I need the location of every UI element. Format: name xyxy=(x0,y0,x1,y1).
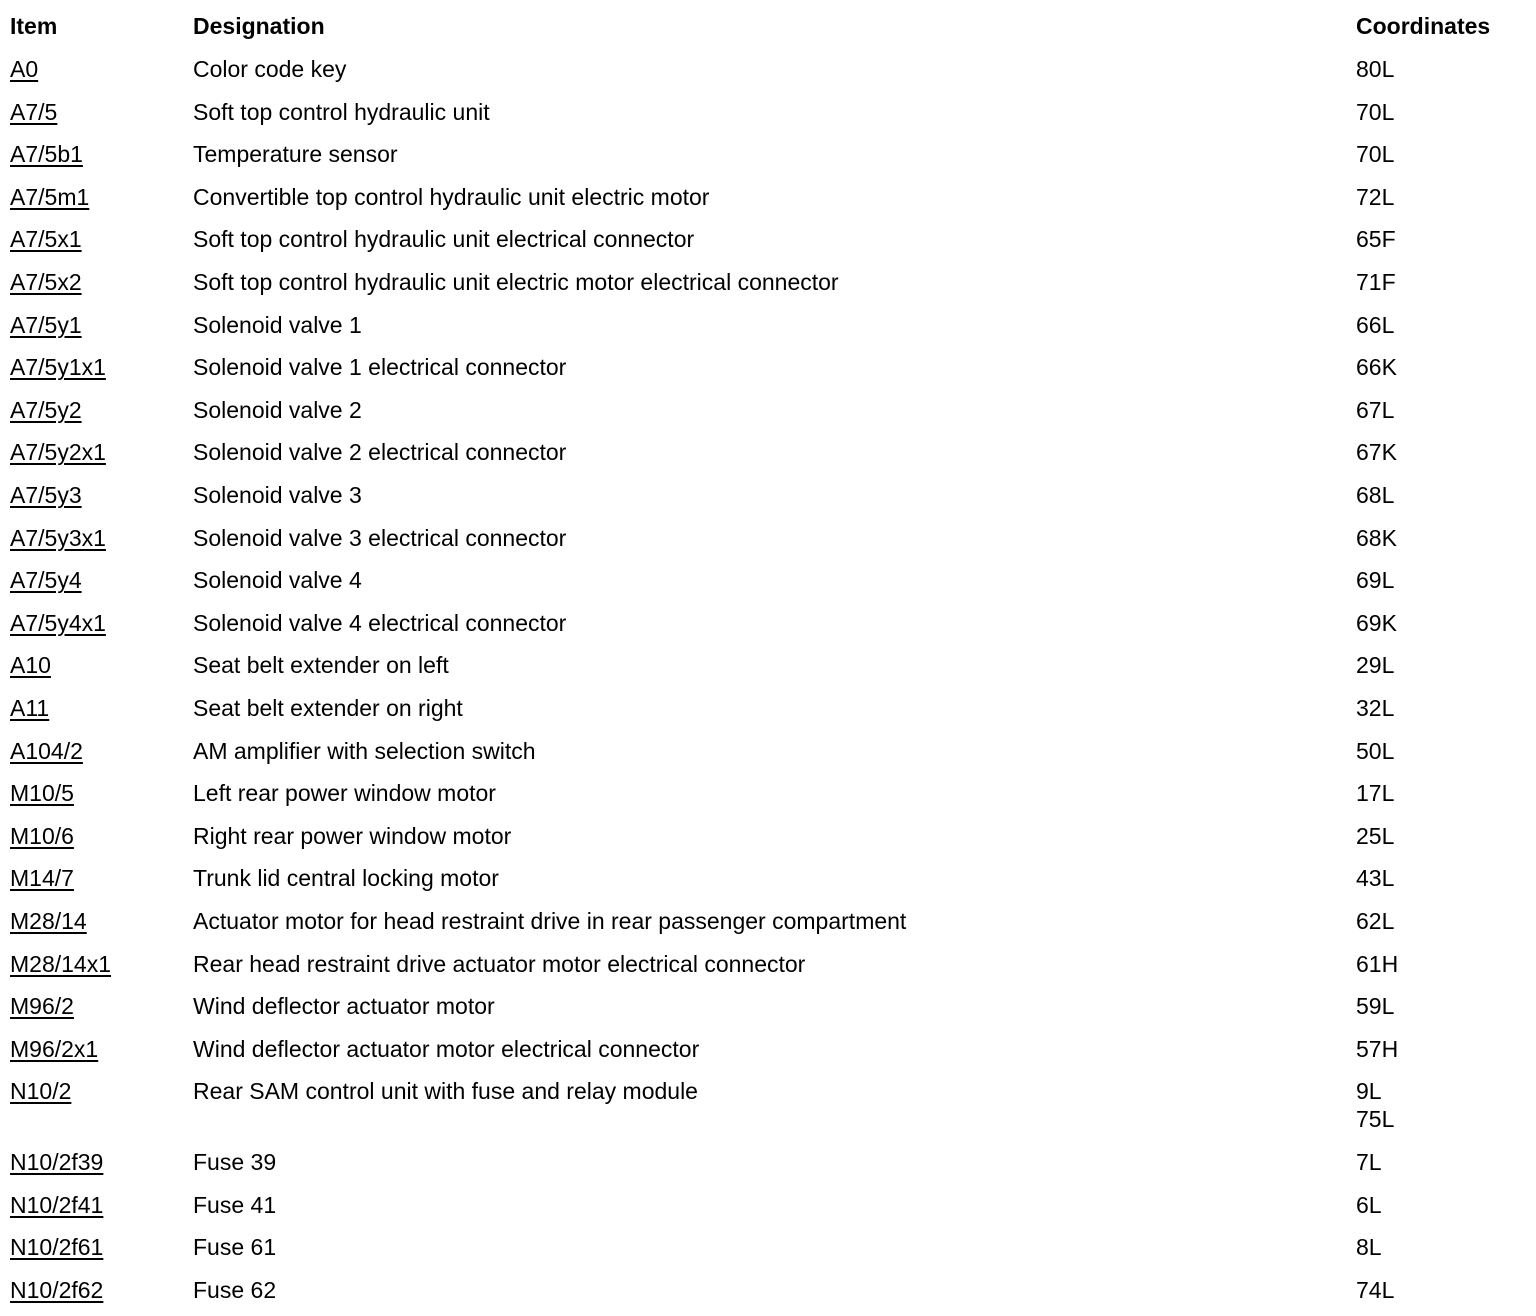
item-link[interactable]: A7/5y3x1 xyxy=(10,524,106,551)
item-cell xyxy=(10,907,87,935)
item-cell xyxy=(10,438,106,466)
item-cell xyxy=(10,737,83,765)
coordinates-cell xyxy=(1356,183,1394,211)
table-row xyxy=(0,1233,1536,1273)
table-row xyxy=(0,140,1536,180)
item-link[interactable]: M96/2x1 xyxy=(10,1035,99,1062)
item-link[interactable]: M10/5 xyxy=(10,780,74,807)
table-row xyxy=(0,1077,1536,1133)
coordinates-cell xyxy=(1356,268,1396,296)
table-row xyxy=(0,950,1536,990)
item-link[interactable]: M28/14x1 xyxy=(10,950,112,977)
coordinates-cell xyxy=(1356,822,1394,850)
coordinate-value: 9L xyxy=(1356,1078,1382,1105)
designation-cell: Solenoid valve 1 electrical connector xyxy=(193,354,567,381)
item-cell xyxy=(10,225,82,253)
item-cell xyxy=(10,1148,103,1176)
coordinate-value: 75L xyxy=(1356,1106,1395,1133)
coordinate-value: 50L xyxy=(1356,737,1395,764)
coordinates-cell xyxy=(1356,950,1398,978)
designation-cell: Solenoid valve 3 electrical connector xyxy=(193,524,567,551)
item-link[interactable]: N10/2f61 xyxy=(10,1234,104,1261)
coordinates-cell xyxy=(1356,737,1394,765)
coordinate-value: 61H xyxy=(1356,950,1399,977)
table-row xyxy=(0,609,1536,649)
coordinate-value: 25L xyxy=(1356,822,1395,849)
coordinate-value: 32L xyxy=(1356,695,1395,721)
item-cell xyxy=(10,183,89,211)
coordinate-value: 17L xyxy=(1356,780,1395,807)
table-row xyxy=(0,98,1536,138)
coordinates-cell xyxy=(1356,566,1394,594)
item-cell xyxy=(10,481,82,509)
designation-cell: Solenoid valve 4 electrical connector xyxy=(193,609,567,636)
coordinates-cell xyxy=(1356,396,1394,424)
item-cell xyxy=(10,950,111,978)
coordinates-cell xyxy=(1356,1077,1394,1133)
item-link[interactable]: A7/5b1 xyxy=(10,141,83,168)
coordinate-value: 80L xyxy=(1356,56,1395,82)
item-cell xyxy=(10,1035,98,1063)
designation-cell: Soft top control hydraulic unit electrical connector xyxy=(193,226,695,253)
item-link[interactable]: N10/2f39 xyxy=(10,1149,104,1175)
item-cell xyxy=(10,864,74,892)
coordinate-value: 66K xyxy=(1356,354,1397,381)
coordinate-value: 70L xyxy=(1356,141,1395,168)
column-header-coordinates: Coordinates xyxy=(1356,13,1491,39)
coordinates-cell xyxy=(1356,992,1394,1020)
table-row xyxy=(0,55,1536,95)
item-link[interactable]: M96/2 xyxy=(10,993,74,1020)
coordinate-value: 70L xyxy=(1356,98,1395,125)
coordinates-cell xyxy=(1356,225,1396,253)
item-link[interactable]: N10/2f62 xyxy=(10,1276,104,1303)
coordinate-value: 29L xyxy=(1356,652,1395,679)
coordinates-cell xyxy=(1356,55,1394,83)
coordinates-cell xyxy=(1356,651,1394,679)
table-row xyxy=(0,524,1536,564)
table-row xyxy=(0,822,1536,862)
table-row xyxy=(0,183,1536,223)
table-row xyxy=(0,311,1536,351)
coordinate-value: 69K xyxy=(1356,609,1397,636)
designation-cell: AM amplifier with selection switch xyxy=(193,737,536,764)
coordinates-cell xyxy=(1356,438,1397,466)
item-link[interactable]: A7/5 xyxy=(10,98,58,125)
table-row xyxy=(0,864,1536,904)
designation-cell: Fuse 62 xyxy=(193,1276,277,1303)
item-link[interactable]: A7/5m1 xyxy=(10,183,90,210)
designation-cell: Left rear power window motor xyxy=(193,780,496,807)
coordinate-value: 71F xyxy=(1356,269,1396,295)
coordinates-cell xyxy=(1356,694,1394,722)
item-link[interactable]: A7/5x1 xyxy=(10,226,82,253)
table-row xyxy=(0,1035,1536,1075)
designation-cell: Fuse 61 xyxy=(193,1234,277,1261)
item-cell xyxy=(10,1276,103,1304)
item-cell xyxy=(10,98,57,126)
coordinate-value: 74L xyxy=(1356,1276,1395,1303)
item-link[interactable]: M14/7 xyxy=(10,865,74,892)
designation-cell: Seat belt extender on left xyxy=(193,652,449,679)
coordinates-cell xyxy=(1356,1191,1382,1219)
item-link[interactable]: A7/5x2 xyxy=(10,269,82,295)
coordinates-cell xyxy=(1356,1233,1382,1261)
item-link[interactable]: N10/2f41 xyxy=(10,1191,104,1218)
designation-cell: Solenoid valve 4 xyxy=(193,567,362,594)
item-link[interactable]: A7/5y2 xyxy=(10,396,82,423)
coordinates-cell xyxy=(1356,864,1394,892)
table-row xyxy=(0,779,1536,819)
table-row xyxy=(0,1148,1536,1188)
coordinate-value: 72L xyxy=(1356,183,1395,210)
item-cell xyxy=(10,353,106,381)
coordinate-value: 66L xyxy=(1356,311,1395,338)
item-link[interactable]: A7/5y2x1 xyxy=(10,439,106,466)
coordinates-cell xyxy=(1356,1276,1394,1304)
coordinate-value: 7L xyxy=(1356,1149,1382,1175)
designation-cell: Wind deflector actuator motor xyxy=(193,993,495,1020)
designation-cell: Solenoid valve 2 electrical connector xyxy=(193,439,567,466)
designation-cell: Seat belt extender on right xyxy=(193,695,463,721)
item-cell xyxy=(10,1077,71,1105)
designation-cell: Rear head restraint drive actuator motor electrical connector xyxy=(193,950,806,977)
coordinate-value: 43L xyxy=(1356,865,1395,892)
item-link[interactable]: M10/6 xyxy=(10,822,74,849)
item-cell xyxy=(10,609,106,637)
item-cell xyxy=(10,140,83,168)
item-link[interactable]: A11 xyxy=(10,695,50,721)
table-row xyxy=(0,481,1536,521)
designation-cell: Solenoid valve 3 xyxy=(193,482,362,508)
column-header-item: Item xyxy=(10,13,58,39)
table-row xyxy=(0,566,1536,606)
coordinates-cell xyxy=(1356,1035,1398,1063)
table-row xyxy=(0,694,1536,734)
item-cell xyxy=(10,55,38,83)
coordinates-cell xyxy=(1356,907,1394,935)
item-link[interactable]: A7/5y1x1 xyxy=(10,354,106,381)
coordinate-value: 62L xyxy=(1356,908,1395,934)
item-cell xyxy=(10,566,82,594)
coordinates-cell xyxy=(1356,311,1394,339)
designation-cell: Fuse 41 xyxy=(193,1191,277,1218)
coordinate-value: 67K xyxy=(1356,439,1397,466)
designation-cell: Wind deflector actuator motor electrical connector xyxy=(193,1035,700,1062)
table-row xyxy=(0,651,1536,691)
coordinates-cell xyxy=(1356,524,1397,552)
item-cell xyxy=(10,992,74,1020)
coordinates-cell xyxy=(1356,1148,1382,1176)
item-link[interactable]: A7/5y1 xyxy=(10,311,82,338)
coordinate-value: 8L xyxy=(1356,1234,1382,1261)
coordinate-value: 68K xyxy=(1356,524,1397,551)
item-link[interactable]: A7/5y4x1 xyxy=(10,609,106,636)
item-cell xyxy=(10,524,106,552)
table-row xyxy=(0,353,1536,393)
coordinates-cell xyxy=(1356,609,1397,637)
designation-cell: Color code key xyxy=(193,56,347,82)
item-cell xyxy=(10,311,82,339)
table-row xyxy=(0,992,1536,1032)
item-link[interactable]: N10/2 xyxy=(10,1078,72,1105)
designation-cell: Soft top control hydraulic unit xyxy=(193,98,490,125)
table-row xyxy=(0,225,1536,265)
coordinates-cell xyxy=(1356,140,1394,168)
table-row xyxy=(0,737,1536,777)
coordinate-value: 59L xyxy=(1356,993,1395,1020)
coordinates-cell xyxy=(1356,779,1394,807)
table-row xyxy=(0,1276,1536,1316)
coordinate-value: 57H xyxy=(1356,1035,1399,1062)
designation-cell: Trunk lid central locking motor xyxy=(193,865,499,892)
designation-cell: Solenoid valve 2 xyxy=(193,396,362,423)
item-cell xyxy=(10,779,74,807)
table-row xyxy=(0,396,1536,436)
item-link[interactable]: A7/5y4 xyxy=(10,567,82,594)
coordinate-value: 65F xyxy=(1356,226,1396,253)
coordinate-value: 6L xyxy=(1356,1191,1382,1218)
designation-cell: Solenoid valve 1 xyxy=(193,311,362,338)
designation-cell: Fuse 39 xyxy=(193,1149,277,1175)
column-header-designation: Designation xyxy=(193,13,325,39)
item-link[interactable]: M28/14 xyxy=(10,908,87,934)
item-link[interactable]: A104/2 xyxy=(10,737,83,764)
table-row xyxy=(0,907,1536,947)
coordinates-cell xyxy=(1356,98,1394,126)
item-link[interactable]: A10 xyxy=(10,652,51,679)
table-row xyxy=(0,268,1536,308)
designation-cell: Actuator motor for head restraint drive in rear passenger compartment xyxy=(193,908,907,934)
item-cell xyxy=(10,822,74,850)
coordinates-cell xyxy=(1356,353,1397,381)
item-link[interactable]: A7/5y3 xyxy=(10,482,82,508)
coordinates-cell xyxy=(1356,481,1394,509)
coordinate-value: 69L xyxy=(1356,567,1395,594)
table-row xyxy=(0,1191,1536,1231)
designation-cell: Rear SAM control unit with fuse and relay module xyxy=(193,1078,698,1105)
item-link[interactable]: A0 xyxy=(10,56,39,82)
item-cell xyxy=(10,694,49,722)
coordinate-value: 68L xyxy=(1356,482,1395,508)
item-cell xyxy=(10,651,51,679)
item-cell xyxy=(10,1233,103,1261)
item-cell xyxy=(10,268,82,296)
table-row xyxy=(0,438,1536,478)
designation-cell: Convertible top control hydraulic unit electric motor xyxy=(193,183,710,210)
designation-cell: Temperature sensor xyxy=(193,141,398,168)
designation-cell: Soft top control hydraulic unit electric motor electrical connector xyxy=(193,269,839,295)
item-cell xyxy=(10,396,82,424)
item-cell xyxy=(10,1191,103,1219)
designation-cell: Right rear power window motor xyxy=(193,822,512,849)
coordinate-value: 67L xyxy=(1356,396,1395,423)
